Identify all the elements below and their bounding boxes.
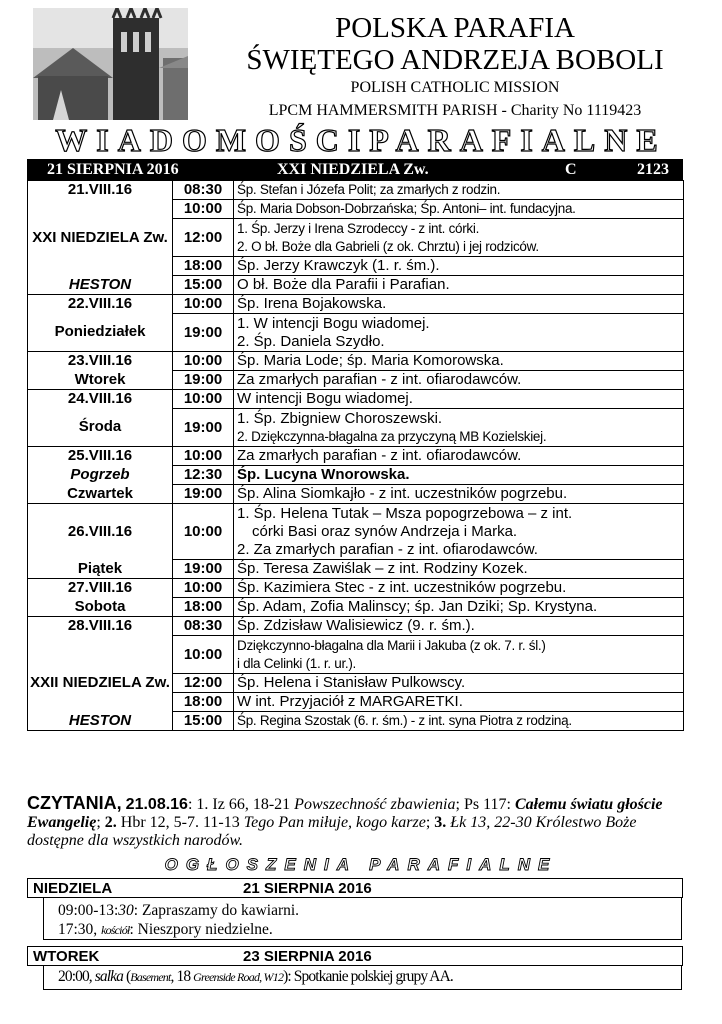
day-cell: 25.VIII.16 xyxy=(28,447,173,466)
parish-name-line2: ŚWIĘTEGO ANDRZEJA BOBOLI xyxy=(246,44,664,76)
announcement-day-bar xyxy=(27,878,683,898)
day-cell: HESTON xyxy=(28,712,173,731)
time-cell: 10:00 xyxy=(173,504,234,560)
time-cell: 15:00 xyxy=(173,276,234,295)
intention-cell: Śp. Maria Lode; śp. Maria Komorowska. xyxy=(234,352,684,371)
time-cell: 19:00 xyxy=(173,314,234,352)
intention-line: 1. W intencji Bogu wiadomej. xyxy=(237,314,430,332)
readings-date: 21.08.16 xyxy=(125,796,188,813)
intention-cell xyxy=(234,504,684,560)
intention-cell: Śp. Irena Bojakowska. xyxy=(234,295,684,314)
intention-line: córki Basi oraz synów Andrzeja i Marka. xyxy=(252,522,518,540)
psalm-text: Całemu światu głoście Ewangelię xyxy=(27,796,663,831)
table-row xyxy=(28,219,684,257)
table-row xyxy=(28,352,684,371)
parish-name-line1: POLSKA PARAFIA xyxy=(335,12,575,44)
time-cell: 19:00 xyxy=(173,485,234,504)
table-row xyxy=(28,674,684,693)
day-cell: 22.VIII.16 xyxy=(28,295,173,314)
announcement-time: 17:30, xyxy=(58,921,98,938)
announcement-list xyxy=(43,898,682,940)
announcement-text: : Nieszpory niedzielne. xyxy=(129,921,273,938)
time-cell: 08:30 xyxy=(173,617,234,636)
charity-line: LPCM HAMMERSMITH PARISH - Charity No 1119423 xyxy=(268,102,642,119)
table-row xyxy=(28,295,684,314)
table-row xyxy=(28,485,684,504)
time-cell: 18:00 xyxy=(173,598,234,617)
intention-line: 2. O bł. Boże dla Gabrieli (z ok. Chrztu) i jej rodziców. xyxy=(237,238,539,254)
table-row xyxy=(28,447,684,466)
day-cell: Poniedziałek xyxy=(28,314,173,352)
bulletin-number: 2123 xyxy=(637,161,669,178)
reading-2-ref: Hbr 12, 5-7. 11-13 xyxy=(120,814,240,831)
time-cell: 08:30 xyxy=(173,181,234,200)
table-row xyxy=(28,181,684,200)
intention-line: 1. Śp. Helena Tutak – Msza popogrzebowa – z int. xyxy=(237,504,573,522)
announcement-place: kościół xyxy=(101,923,130,937)
reading-1-title: Powszechność zbawienia xyxy=(294,796,456,813)
intention-line: 2. Śp. Daniela Szydło. xyxy=(237,332,385,350)
bulletin-date: 21 SIERPNIA 2016 xyxy=(47,161,179,178)
day-cell xyxy=(28,636,173,674)
intention-line: Dziękczynno-błagalna dla Marii i Jakuba (z ok. 7. r. śl.) xyxy=(237,637,546,653)
announcement-item: 20:00, salka (Basement, 18 Greenside Road, W12): Spotkanie polskiej grupy AA. xyxy=(58,968,453,985)
day-cell: Piątek xyxy=(28,560,173,579)
time-cell: 10:00 xyxy=(173,200,234,219)
reading-2-num: 2. xyxy=(104,814,117,831)
day-cell: 23.VIII.16 xyxy=(28,352,173,371)
table-row xyxy=(28,276,684,295)
time-cell: 19:00 xyxy=(173,409,234,447)
announcement-text: ): Spotkanie polskiej grupy AA. xyxy=(283,968,453,985)
day-cell: Sobota xyxy=(28,598,173,617)
announcement-item xyxy=(58,901,681,920)
mission-name: POLISH CATHOLIC MISSION xyxy=(350,79,560,96)
announcements-title: OGŁOSZENIA PARAFIALNE xyxy=(164,855,558,874)
reading-3-num: 3. xyxy=(434,814,447,831)
table-row xyxy=(28,409,684,447)
announcement-note: Greenside Road, W12 xyxy=(193,970,284,984)
table-row xyxy=(28,579,684,598)
announcement-date: 23 SIERPNIA 2016 xyxy=(243,948,372,965)
intention-line: i dla Celinki (1. r. ur.). xyxy=(237,655,356,671)
reading-3-title: Królestwo Boże dostępne dla wszystkich narodów. xyxy=(27,814,637,849)
table-row xyxy=(28,617,684,636)
announcement-item xyxy=(58,920,681,940)
intention-cell xyxy=(234,219,684,257)
announcement-time: 09:00-13: xyxy=(58,902,119,919)
day-cell: Wtorek xyxy=(28,371,173,390)
mass-schedule-table xyxy=(27,180,684,731)
table-row xyxy=(28,466,684,485)
table-row xyxy=(28,560,684,579)
table-row xyxy=(28,257,684,276)
church-photo xyxy=(33,8,188,120)
intention-line: 1. Śp. Zbigniew Choroszewski. xyxy=(237,409,443,427)
table-row xyxy=(28,371,684,390)
day-cell: XXI NIEDZIELA Zw. xyxy=(28,219,173,257)
day-cell: Czwartek xyxy=(28,485,173,504)
date-bar xyxy=(27,159,683,180)
announcement-date: 21 SIERPNIA 2016 xyxy=(243,880,372,897)
time-cell: 10:00 xyxy=(173,352,234,371)
readings-label: CZYTANIA, xyxy=(27,793,122,813)
intention-cell: Za zmarłych parafian - z int. ofiarodawców. xyxy=(234,447,684,466)
announcement-text: : Zapraszamy do kawiarni. xyxy=(133,902,300,919)
day-cell xyxy=(28,200,173,219)
liturgical-sunday: XXI NIEDZIELA Zw. xyxy=(277,161,429,178)
time-cell: 12:30 xyxy=(173,466,234,485)
time-cell: 18:00 xyxy=(173,257,234,276)
reading-3-ref: Łk 13, 22-30 xyxy=(450,814,532,831)
announcement-time-minutes: 30 xyxy=(118,902,134,919)
time-cell: 18:00 xyxy=(173,693,234,712)
time-cell: 10:00 xyxy=(173,390,234,409)
intention-cell: Za zmarłych parafian - z int. ofiarodawców. xyxy=(234,371,684,390)
intention-cell: O bł. Boże dla Parafii i Parafian. xyxy=(234,276,684,295)
intention-line: 2. Za zmarłych parafian - z int. ofiarodawców. xyxy=(237,540,538,558)
time-cell: 10:00 xyxy=(173,295,234,314)
intention-cell: Śp. Regina Szostak (6. r. śm.) - z int. syna Piotra z rodziną. xyxy=(234,712,684,731)
announcement-time: 20:00, xyxy=(58,968,92,985)
intention-cell xyxy=(234,636,684,674)
intention-cell: Śp. Zdzisław Walisiewicz (9. r. śm.). xyxy=(234,617,684,636)
day-cell xyxy=(28,693,173,712)
intention-cell: Śp. Teresa Zawiślak – z int. Rodziny Kozek. xyxy=(234,560,684,579)
liturgical-cycle: C xyxy=(565,161,577,178)
announcement-day-bar xyxy=(27,946,683,966)
time-cell: 19:00 xyxy=(173,560,234,579)
intention-line: 2. Dziękczynna-błagalna za przyczyną MB Kozielskiej. xyxy=(237,428,547,444)
intention-cell: Śp. Maria Dobson-Dobrzańska; Śp. Antoni– int. fundacyjna. xyxy=(234,200,684,219)
readings-block: CZYTANIA, 21.08.16: 1. Iz 66, 18-21 Powszechność zbawienia; Ps 117: Całemu światu głoście Ewangelię; 2. Hbr 12, 5-7. 11-13 Tego Pan miłuje, kogo karze; 3. Łk 13, 22-30 Królestwo Boże dostępne dla wszystkich narodów. xyxy=(27,793,663,849)
intention-cell: Śp. Kazimiera Stec - z int. uczestników pogrzebu. xyxy=(234,579,684,598)
day-cell: 21.VIII.16 xyxy=(28,181,173,200)
time-cell: 15:00 xyxy=(173,712,234,731)
day-cell: XXII NIEDZIELA Zw. xyxy=(28,674,173,693)
announcement-day: NIEDZIELA xyxy=(33,880,113,897)
time-cell: 19:00 xyxy=(173,371,234,390)
table-row xyxy=(28,636,684,674)
announcement-day: WTOREK xyxy=(33,948,100,965)
intention-cell xyxy=(234,314,684,352)
table-row xyxy=(28,314,684,352)
intention-cell: W intencji Bogu wiadomej. xyxy=(234,390,684,409)
day-cell: Środa xyxy=(28,409,173,447)
intention-cell: Śp. Stefan i Józefa Polit; za zmarłych z rodzin. xyxy=(234,181,684,200)
table-row xyxy=(28,598,684,617)
reading-1-num: 1. xyxy=(196,796,209,813)
table-row xyxy=(28,200,684,219)
announcement-note: Basement xyxy=(130,970,171,984)
announcement-place: salka xyxy=(94,968,123,985)
intention-cell: Śp. Lucyna Wnorowska. xyxy=(234,466,684,485)
day-cell: Pogrzeb xyxy=(28,466,173,485)
day-cell xyxy=(28,257,173,276)
time-cell: 10:00 xyxy=(173,636,234,674)
table-row xyxy=(28,712,684,731)
day-cell: 24.VIII.16 xyxy=(28,390,173,409)
announcement-list xyxy=(43,966,682,990)
intention-cell: Śp. Jerzy Krawczyk (1. r. śm.). xyxy=(234,257,684,276)
time-cell: 12:00 xyxy=(173,674,234,693)
intention-line: 1. Śp. Jerzy i Irena Szrodeccy - z int. córki. xyxy=(237,220,480,236)
reading-1-ref: Iz 66, 18-21 xyxy=(212,796,291,813)
intention-cell: Śp. Adam, Zofia Malinscy; śp. Jan Dziki; Sp. Krystyna. xyxy=(234,598,684,617)
psalm-ref: Ps 117: xyxy=(463,796,511,813)
time-cell: 10:00 xyxy=(173,579,234,598)
table-row xyxy=(28,390,684,409)
day-cell: HESTON xyxy=(28,276,173,295)
table-row xyxy=(28,504,684,560)
time-cell: 12:00 xyxy=(173,219,234,257)
day-cell: 27.VIII.16 xyxy=(28,579,173,598)
time-cell: 10:00 xyxy=(173,447,234,466)
intention-cell: Śp. Alina Siomkajło - z int. uczestników pogrzebu. xyxy=(234,485,684,504)
intention-cell: W int. Przyjaciół z MARGARETKI. xyxy=(234,693,684,712)
intention-cell: Śp. Helena i Stanisław Pulkowscy. xyxy=(234,674,684,693)
day-cell: 28.VIII.16 xyxy=(28,617,173,636)
reading-2-title: Tego Pan miłuje, kogo karze xyxy=(243,814,426,831)
announcement-note: 18 xyxy=(176,968,191,985)
intention-cell xyxy=(234,409,684,447)
newsletter-title: WIADOMOŚCIPARAFIALNE xyxy=(55,122,667,158)
table-row xyxy=(28,693,684,712)
day-cell: 26.VIII.16 xyxy=(28,504,173,560)
